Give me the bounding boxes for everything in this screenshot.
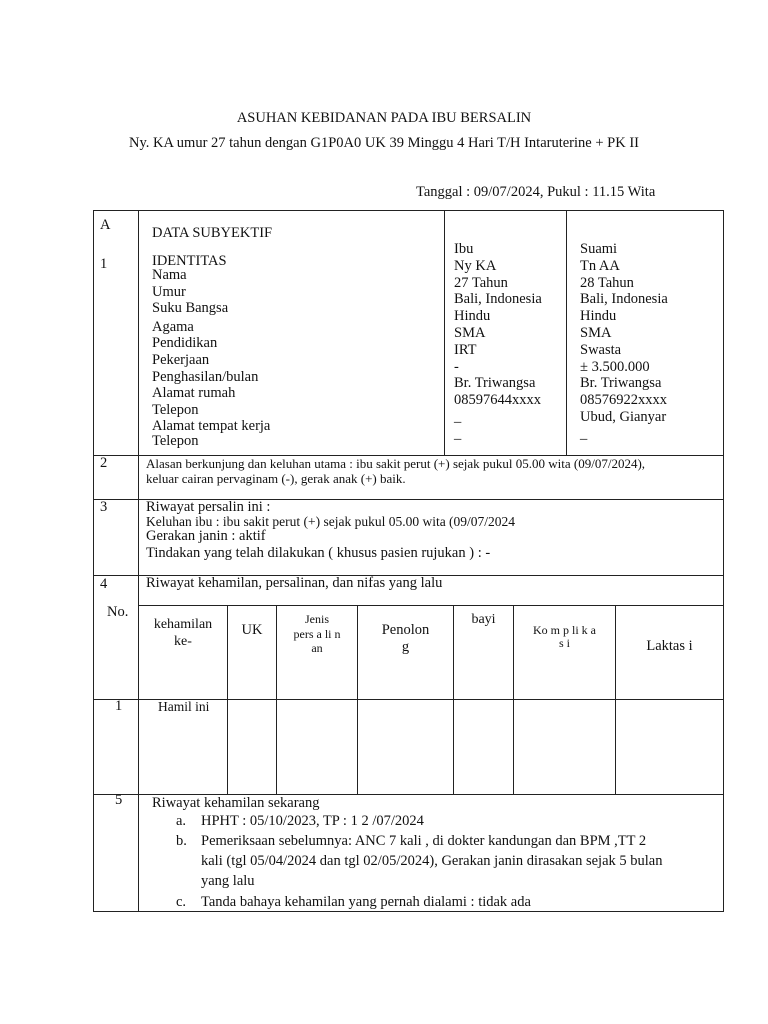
ibu-value: IRT (454, 341, 477, 358)
suami-column (580, 241, 668, 443)
field-label: Telepon (152, 401, 199, 418)
suami-value: Swasta (580, 341, 622, 358)
suami-value: _ (580, 425, 588, 442)
header-komplikasi (514, 624, 615, 650)
header-kehamilan-line: ke- (174, 634, 192, 649)
list-marker: b. (176, 833, 187, 849)
list-item-text: Pemeriksaan sebelumnya: ANC 7 kali , di dokter kandungan dan BPM ,TT 2 (201, 833, 647, 849)
identity-field-labels (152, 267, 270, 450)
history-row-kehamilan: Hamil ini (158, 699, 210, 714)
row-5-number: 5 (115, 792, 123, 808)
field-label: Agama (152, 318, 194, 335)
list-marker: a. (176, 813, 187, 829)
row-2-line-1: Alasan berkunjung dan keluhan utama : ibu sakit perut (+) sejak pukul 05.00 wita (09/07/2024), (146, 456, 646, 471)
row-4-label: Riwayat kehamilan, persalinan, dan nifas yang lalu (146, 575, 443, 591)
row-3-line-2: Keluhan ibu : ibu sakit perut (+) sejak pukul 05.00 wita (09/07/2024 (146, 514, 516, 529)
field-label: Telepon (152, 432, 199, 449)
ibu-value: _ (454, 408, 462, 425)
section-a-letter: A (100, 217, 111, 233)
suami-value: Bali, Indonesia (580, 291, 668, 308)
ibu-value: 08597644xxxx (454, 392, 541, 409)
row-3-line-3: Gerakan janin : aktif (146, 528, 266, 544)
suami-value: Suami (580, 241, 618, 257)
field-label: Pendidikan (152, 335, 218, 352)
header-jenis-line: an (311, 641, 323, 655)
field-label: Pekerjaan (152, 351, 210, 368)
header-penolong (358, 622, 453, 656)
identitas-heading: IDENTITAS (152, 253, 227, 269)
suami-value: 08576922xxxx (580, 392, 667, 409)
list-item-text: kali (tgl 05/04/2024 dan tgl 02/05/2024), Gerakan janin dirasakan sejak 5 bulan (201, 853, 663, 869)
suami-value: Hindu (580, 308, 617, 325)
list-item-text: yang lalu (201, 873, 255, 889)
suami-value: ± 3.500.000 (580, 358, 650, 375)
suami-value: Br. Triwangsa (580, 375, 662, 392)
suami-value: 28 Tahun (580, 274, 634, 291)
date-line: Tanggal : 09/07/2024, Pukul : 11.15 Wita (416, 184, 656, 200)
field-label: Suku Bangsa (152, 300, 229, 317)
history-row-number: 1 (115, 698, 123, 714)
header-bayi: bayi (471, 612, 496, 627)
list-item-text: Tanda bahaya kehamilan yang pernah dialami : tidak ada (201, 894, 531, 910)
ibu-value: - (454, 358, 459, 375)
row-3-line-1: Riwayat persalin ini : (146, 499, 271, 515)
header-jenis-line: Jenis (305, 612, 329, 626)
field-label: Alamat rumah (152, 385, 236, 402)
ibu-value: Br. Triwangsa (454, 375, 536, 392)
row-5-label: Riwayat kehamilan sekarang (152, 795, 320, 811)
header-jenis-persalinan (277, 612, 357, 656)
ibu-value: Hindu (454, 308, 491, 325)
list-marker: c. (176, 894, 187, 910)
field-label: Alamat tempat kerja (152, 418, 271, 435)
document-title: ASUHAN KEBIDANAN PADA IBU BERSALIN (236, 110, 532, 126)
header-kehamilan-line: kehamilan (153, 617, 213, 632)
ibu-column (454, 241, 542, 443)
header-penolong-line: g (401, 639, 410, 655)
header-kehamilan (139, 616, 227, 650)
header-komplikasi-line: Ko m p li k a (533, 623, 596, 637)
header-no: No. (107, 604, 129, 620)
field-label: Nama (152, 267, 187, 283)
row-2-line-2: keluar cairan pervaginam (-), gerak anak (+) baik. (146, 471, 406, 486)
ibu-value: 27 Tahun (454, 274, 508, 291)
row-3-number: 3 (100, 499, 108, 515)
field-label: Penghasilan/bulan (152, 368, 259, 385)
header-komplikasi-line: s i (558, 636, 570, 650)
ibu-value: SMA (454, 324, 486, 341)
suami-value: Tn AA (580, 257, 620, 274)
ibu-value: Ny KA (454, 257, 497, 274)
field-label: Umur (152, 283, 186, 300)
ibu-value: Ibu (454, 241, 474, 257)
row-4-number: 4 (100, 576, 108, 592)
header-jenis-line: pers a li n (293, 626, 341, 641)
header-penolong-line: Penolon (381, 622, 430, 638)
section-a-number: 1 (100, 256, 108, 272)
document-subtitle: Ny. KA umur 27 tahun dengan G1P0A0 UK 39 Minggu 4 Hari T/H Intaruterine + PK II (129, 135, 639, 151)
ibu-value: Bali, Indonesia (454, 291, 542, 308)
header-uk: UK (241, 622, 263, 638)
row-2-number: 2 (100, 455, 108, 471)
suami-value: SMA (580, 324, 612, 341)
header-laktasi: Laktas i (646, 638, 693, 654)
suami-value: Ubud, Gianyar (580, 408, 667, 425)
list-item-text: HPHT : 05/10/2023, TP : 1 2 /07/2024 (201, 813, 424, 829)
ibu-value: _ (454, 425, 462, 442)
row-3-line-4: Tindakan yang telah dilakukan ( khusus pasien rujukan ) : - (146, 545, 491, 561)
data-subyektif-heading: DATA SUBYEKTIF (152, 225, 273, 241)
